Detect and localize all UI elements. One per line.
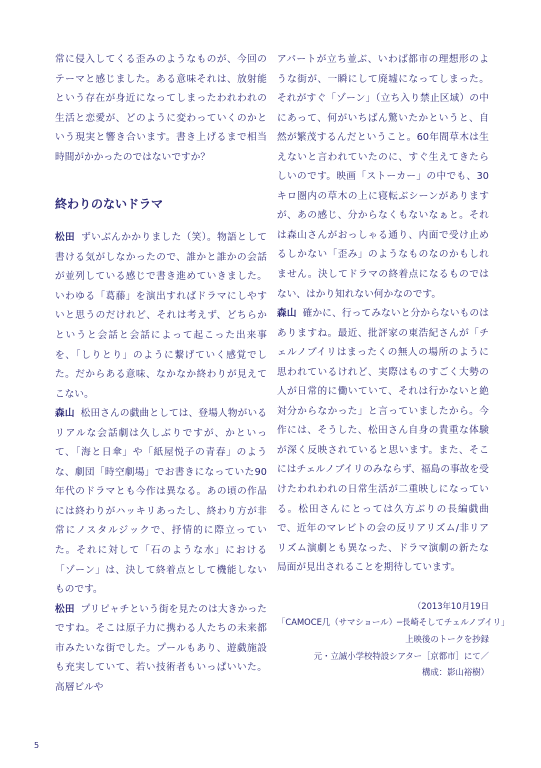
dialogue-paragraph [55, 600, 267, 698]
dialogue-paragraph [55, 228, 267, 404]
credit-line: 「CAMOCE几（サマショール）─長崎そしてチェルノブイリ」 [277, 617, 510, 628]
dialogue-text: 松田さんの戯曲としては、登場人物がいるリアルな会話劇は久しぶりですが、かといって、「海と日傘」や「紙屋悦子の青春」のような、劇団「時空劇場」でお書きになっていた90年代のドラマとも今作は異なる。あの頃の作品には終わりがハッキリあったし、終わり方が非常にノスタルジックで、抒情的に際立っていた。それに対して「石のような水」における「ゾーン」は、決して終着点として機能しないものです。 [55, 408, 268, 596]
credit-line: 構成：影山裕樹） [422, 667, 489, 678]
dialogue-paragraph [55, 404, 267, 599]
right-column [277, 50, 510, 681]
credit-block [277, 598, 510, 681]
speaker-name: 森山 [277, 308, 297, 320]
dialogue-continuation: アパートが立ち並ぶ、いわば都市の理想形のような街が、一瞬にして廃墟になってしまった。それがすぐ「ゾーン」（立ち入り禁止区域）の中にあって、何がいちばん驚いたかというと、自然が繁茂するんだということ。60年間草木は生えないと言われていたのに、すぐ生えてきたらしいのです。映画「ストーカー」の中でも、30キロ圏内の草木の上に寝転ぶシーンがありますが、あの感じ、分からなくもないなぁと。それは森山さんがおっしゃる通り、内面で受け止めるしかない「歪み」のようなものなのかもしれません。決してドラマの終着点になるものではない、はかり知れない何かなのです。 [277, 54, 489, 300]
left-column [55, 50, 267, 697]
credit-line: （2013年10月19日 [412, 600, 489, 611]
credit-line: 元・立誠小学校特設シアター［京都市］にて／ [313, 650, 489, 661]
page-number: 5 [34, 741, 40, 750]
dialogue-paragraph [277, 304, 489, 578]
speaker-name: 森山 [55, 408, 75, 420]
dialogue-text: 確かに、行ってみないと分からないものはありますね。最近、批評家の東浩紀さんが「チェルノブイリはまったくの無人の場所のように思われているけれど、実際はものすごく大勢の人が日常的に働いていて、それは行かないと絶対分からなかった」と言っていましたから。今作には、そうした、松田さん自身の貴重な体験が深く反映されていると思います。また、そこにはチェルノブイリのみならず、福島の事故を受けたわれわれの日常生活が二重映しになっている。松田さんにとっては久方ぶりの長編戯曲で、近年のマレビトの会の反リアリズム/非リアリズム演劇とも異なった、ドラマ演劇の新たな局面が見出されることを期待しています。 [277, 308, 490, 574]
credit-line: 上映後のトークを抄録 [405, 633, 489, 644]
intro-paragraph: 常に侵入してくる歪みのようなものが、今回のテーマと感じました。ある意味それは、放射能という存在が身近になってしまったわれわれの生活と恋愛が、どのように変わっていくのかという現実と響き合います。書き上げるまで相当時間がかかったのではないですか？ [55, 54, 267, 163]
dialogue-text: プリピャチという街を見たのは大きかったですね。そこは原子力に携わる人たちの未来都市みたいな街でした。プールもあり、遊戯施設も充実していて、若い技術者もいっぱいいた。高層ビルや [55, 603, 267, 693]
dialogue-text: ずいぶんかかりました（笑）。物語として書ける気がしなかったので、誰かと誰かの会話が並列している感じで書き進めていきました。いわゆる「葛藤」を演出すればドラマにしやすいと思うのだけれど、それは考えず、どちらかというと会話と会話によって起こった出来事を、「しりとり」のように繋げていく感覚でした。だからある意味、なかなか終わりが見えてこない。 [55, 232, 267, 400]
speaker-name: 松田 [55, 603, 75, 615]
section-heading: 終わりのないドラマ [55, 197, 164, 212]
speaker-name: 松田 [55, 232, 76, 244]
